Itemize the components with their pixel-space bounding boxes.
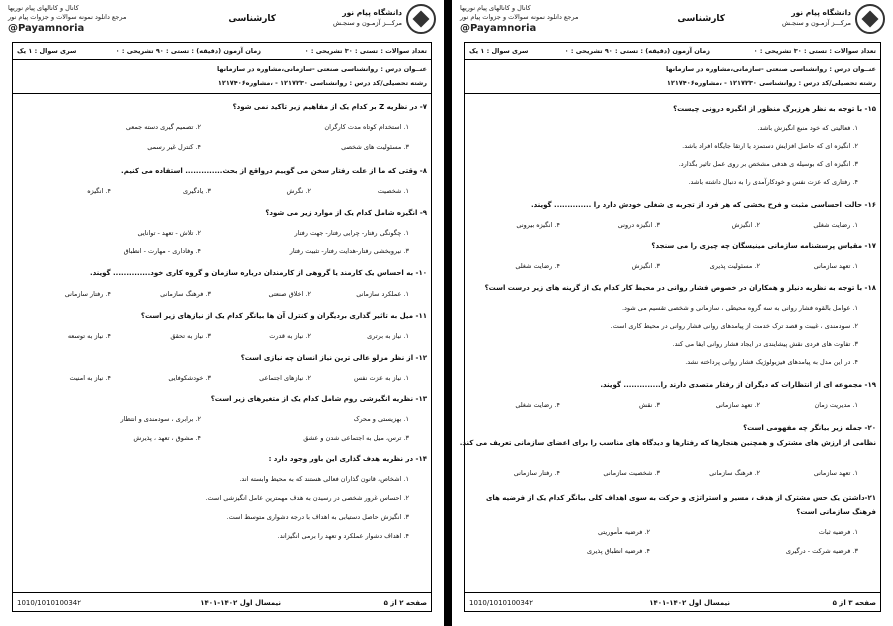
- option[interactable]: ۲. تصمیم گیری دسته جمعی: [125, 123, 201, 131]
- option[interactable]: ۱. فرضیه ثبات: [818, 528, 858, 536]
- exam-page-2: [0, 0, 444, 626]
- term: نیمسال اول ۱۴۰۲-۱۴۰۱: [200, 599, 281, 607]
- option[interactable]: ۴. وفاداری - مهارت - انطباق: [123, 247, 201, 255]
- degree-kind: کارشناسی: [677, 14, 725, 24]
- center-name: مرکـــز آزمـون و سنجـش: [332, 19, 402, 27]
- option[interactable]: ۳. انگیزش حاصل دستیابی به اهداف با درجه دشواری متوسط است.: [226, 513, 409, 521]
- university-logo-icon: [406, 4, 436, 34]
- page-footer: [13, 595, 431, 611]
- option[interactable]: ۱. شخصیت: [377, 187, 409, 195]
- option[interactable]: ۳. نقش: [638, 401, 660, 409]
- option[interactable]: ۱. رضایت شغلی: [813, 221, 858, 229]
- option[interactable]: ۲. فرهنگ سازمانی: [709, 469, 760, 477]
- option[interactable]: ۴. فرضیه انطباق پذیری: [586, 547, 650, 555]
- option[interactable]: ۲. انگیزش: [731, 221, 760, 229]
- exam-code: 1010/101010034۲: [469, 599, 534, 607]
- option[interactable]: ۱. بهزیستی و محرک: [353, 415, 409, 423]
- option[interactable]: ۴. نیاز به امنیت: [69, 374, 111, 382]
- course-title: عنــوان درس : روانشناسی صنعتی -سازمانی،مشاوره در سازمانها: [665, 65, 876, 73]
- option[interactable]: ۴. انگیزه بیرونی: [516, 221, 560, 229]
- ad-line-1: کانال و کانالهای پیام نوریها: [460, 4, 531, 12]
- center-name: مرکـــز آزمـون و سنجـش: [781, 19, 851, 27]
- question-counts: تعداد سوالات : تستی : ۳۰ تشریحی : ۰: [753, 47, 876, 55]
- option[interactable]: ۳. خودشکوفایی: [168, 374, 211, 382]
- course-field: رشته تحصیلی/کد درس : روانشناسی ۱۲۱۷۲۳۰ - ،مشاوره۱۲۱۷۴۰۶: [217, 79, 427, 87]
- option[interactable]: ۳. انگیزش: [631, 262, 660, 270]
- university-name: دانشگاه پیام نور: [791, 8, 851, 17]
- question-13: ۱۳- نظریه انگیزشی روم شامل کدام یک از متغیرهای زیر است؟: [210, 395, 427, 403]
- course-field: رشته تحصیلی/کد درس : روانشناسی ۱۲۱۷۲۳۰ - ،مشاوره۱۲۱۷۴۰۶: [666, 79, 876, 87]
- page-number: صفحه ۳ از ۵: [832, 599, 876, 607]
- page-number: صفحه ۲ از ۵: [383, 599, 427, 607]
- exam-box: [12, 42, 432, 612]
- question-11: ۱۱- میل به تاثیر گذاری بردیگران و کنترل آن ها بیانگر کدام یک از نیازهای زیر است؟: [140, 312, 427, 320]
- option[interactable]: ۱. نیاز به برتری: [367, 332, 409, 340]
- option[interactable]: ۳. فرهنگ سازمانی: [160, 290, 211, 298]
- option[interactable]: ۲. برابری ، سودمندی و انتظار: [120, 415, 201, 423]
- question-18: ۱۸- با توجه به نظریه دنیلز و همکاران در خصوص فشار روانی در محیط کار کدام یک از گزینه های زیر درست است؟: [484, 284, 876, 292]
- option[interactable]: ۴. رفتار سازمانی: [64, 290, 111, 298]
- question-21: ۲۱-داشتن یک حس مشترک از هدف ، مسیر و استراتژی و حرکت به سوی اهداف کلی بیانگر کدام یک از فرضیه های فرهنگ سازمانی است؟: [485, 494, 876, 516]
- university-logo-icon: [855, 4, 885, 34]
- exam-code: 1010/101010034۲: [17, 599, 82, 607]
- option[interactable]: ۴. کنترل غیر رسمی: [147, 143, 201, 151]
- option[interactable]: ۱. نیاز به عزت نفس: [354, 374, 409, 382]
- option[interactable]: ۳. یادگیری: [182, 187, 211, 195]
- term: نیمسال اول ۱۴۰۲-۱۴۰۱: [649, 599, 730, 607]
- exam-page-3: [452, 0, 893, 626]
- option[interactable]: ۱. عوامل بالقوه فشار روانی به سه گروه محیطی ، سازمانی و شخصی تقسیم می شود.: [621, 304, 858, 312]
- question-7: ۷- در نظریه Z بر کدام یک از مفاهیم زیر تاکید نمی شود؟: [232, 103, 427, 111]
- degree-kind: کارشناسی: [228, 14, 276, 24]
- question-9: ۹- انگیزه شامل کدام یک از موارد زیر می شود؟: [265, 209, 427, 217]
- question-counts: تعداد سوالات : تستی : ۳۰ تشریحی : ۰: [304, 47, 427, 55]
- option[interactable]: ۳. مسئولیت های شخصی: [341, 143, 409, 151]
- option[interactable]: ۱. اشخاص، قانون گذاران فعالی هستند که به محیط وابسته اند.: [239, 475, 409, 483]
- option[interactable]: ۳. شخصیت سازمانی: [603, 469, 660, 477]
- option[interactable]: ۴. رفتاری که عزت نفس و خودکارآمدی را به دنبال داشته باشد.: [688, 178, 858, 186]
- channel-watermark: @Payamnoria: [8, 23, 85, 34]
- option[interactable]: ۳. انگیزه ای که بوسیله ی هدفی مشخص بر روی عمل تاثیر بگذارد.: [678, 160, 858, 168]
- question-12: ۱۲- از نظر مزلو عالی ترین نیاز انسان چه نیازی است؟: [240, 354, 427, 362]
- channel-watermark: @Payamnoria: [460, 23, 537, 34]
- course-title: عنــوان درس : روانشناسی صنعتی -سازمانی،مشاوره در سازمانها: [216, 65, 427, 73]
- option[interactable]: ۳. انگیزه درونی: [617, 221, 660, 229]
- option[interactable]: ۱. استخدام کوتاه مدت کارگران: [324, 123, 409, 131]
- question-19: ۱۹- مجموعه ای از انتظارات که دیگران از رفتار متصدی دارند را.............. گویند.: [600, 381, 876, 389]
- option[interactable]: ۴. انگیزه: [87, 187, 111, 195]
- university-name: دانشگاه پیام نور: [342, 8, 402, 17]
- exam-box: [459, 42, 881, 612]
- page-header: [8, 4, 436, 38]
- option[interactable]: ۱. تعهد سازمانی: [813, 469, 858, 477]
- option[interactable]: ۲. احساس غرور شخصی در رسیدن به هدف مهمترین عامل انگیزشی است.: [205, 494, 409, 502]
- option[interactable]: ۲. فرضیه مأموریتی: [598, 528, 650, 536]
- exam-time: زمان آزمون (دقیقه) : تستی : ۹۰ تشریحی : ۰: [564, 47, 710, 55]
- option[interactable]: ۱. چگونگی رفتار- چرایی رفتار- جهت رفتار: [294, 229, 409, 237]
- option[interactable]: ۱. فعالیتی که خود منبع انگیزش باشد.: [757, 124, 858, 132]
- option[interactable]: ۴. رفتار سازمانی: [513, 469, 560, 477]
- option[interactable]: ۱. عملکرد سازمانی: [356, 290, 409, 298]
- option[interactable]: ۲. نیازهای اجتماعی: [259, 374, 311, 382]
- question-20-statement: نظامی از ارزش های مشترک و همچنین هنجارها که رفتارها و دیدگاه های مناسب را برای اعضای سازمانی تعریف می کند.: [459, 439, 876, 447]
- option[interactable]: ۳. تفاوت های فردی نقش پیشایندی در ایجاد فشار روانی ایفا می کند.: [672, 340, 858, 348]
- option[interactable]: ۲. نیاز به قدرت: [269, 332, 311, 340]
- option[interactable]: ۴. رضایت شغلی: [515, 401, 560, 409]
- option[interactable]: ۲. تعهد سازمانی: [715, 401, 760, 409]
- page-header: [460, 4, 885, 38]
- question-10: ۱۰- به احساس یک کارمند یا گروهی از کارمندان درباره سازمان و گروه کاری خود.............. گویند.: [89, 269, 427, 277]
- question-16: ۱۶- حالت احساسی مثبت و فرح بخشی که هر فرد از تجربه ی شغلی خودش دارد را .............. گویند.: [530, 201, 876, 209]
- question-15: ۱۵- با توجه به نظر هرزبرگ منظور از انگیزه درونی چیست؟: [673, 105, 876, 113]
- question-8: ۸- وقتی که ما از علت رفتار سخن می گوییم درواقع از بحث.............. استفاده می کنیم.: [121, 167, 427, 175]
- option[interactable]: ۲. انگیزه ای که حاصل افزایش دستمزد یا ارتقا جایگاه افراد باشد.: [682, 142, 858, 150]
- option[interactable]: ۱. مدیریت زمان: [814, 401, 858, 409]
- option[interactable]: ۲. مسئولیت پذیری: [709, 262, 760, 270]
- option[interactable]: ۳. فرضیه شرکت - درگیری: [785, 547, 858, 555]
- exam-time: زمان آزمون (دقیقه) : تستی : ۹۰ تشریحی : ۰: [115, 47, 261, 55]
- question-17: ۱۷- مقیاس پرسشنامه سازمانی مینیسگان چه چیزی را می سنجد؟: [651, 242, 876, 250]
- ad-line-1: کانال و کانالهای پیام نوریها: [8, 4, 79, 12]
- option[interactable]: ۳. نیاز به تحقق: [170, 332, 211, 340]
- ad-line-2: مرجع دانلود نمونه سوالات و جزوات پیام نور: [460, 13, 579, 21]
- option[interactable]: ۲. سودمندی ، غیبت و قصد ترک خدمت از پیامدهای روانی فشار روانی در محیط کاری است.: [610, 322, 858, 330]
- page-separator: [444, 0, 452, 626]
- option[interactable]: ۴. مشوق ، تعهد ، پذیرش: [133, 434, 201, 442]
- option[interactable]: ۲. اخلاق صنعتی: [268, 290, 311, 298]
- page-footer: [465, 595, 880, 611]
- question-20: ۲۰- جمله زیر بیانگر چه مفهومی است؟: [743, 424, 876, 432]
- option[interactable]: ۲. تلاش - تعهد - توانایی: [137, 229, 201, 237]
- option[interactable]: ۴. در این مدل به پیامدهای فیزیولوژیک فشار روانی پرداخته نشد.: [685, 358, 858, 366]
- option[interactable]: ۴. نیاز به توسعه: [67, 332, 111, 340]
- option[interactable]: ۲. نگرش: [286, 187, 311, 195]
- series: سری سوال : ۱ یک: [17, 47, 77, 55]
- option[interactable]: ۳. نیروبخشی رفتار-هدایت رفتار- تثبیت رفتار: [289, 247, 409, 255]
- series: سری سوال : ۱ یک: [469, 47, 529, 55]
- option[interactable]: ۴. اهداف دشوار عملکرد و تعهد را برمی انگیزاند.: [277, 532, 409, 540]
- question-14: ۱۴- در نظریه هدف گذاری این باور وجود دارد :: [268, 455, 427, 463]
- ad-line-2: مرجع دانلود نمونه سوالات و جزوات پیام نور: [8, 13, 127, 21]
- option[interactable]: ۱. تعهد سازمانی: [813, 262, 858, 270]
- option[interactable]: ۴. رضایت شغلی: [515, 262, 560, 270]
- option[interactable]: ۳. ترس، میل به اجتماعی شدن و عشق: [303, 434, 409, 442]
